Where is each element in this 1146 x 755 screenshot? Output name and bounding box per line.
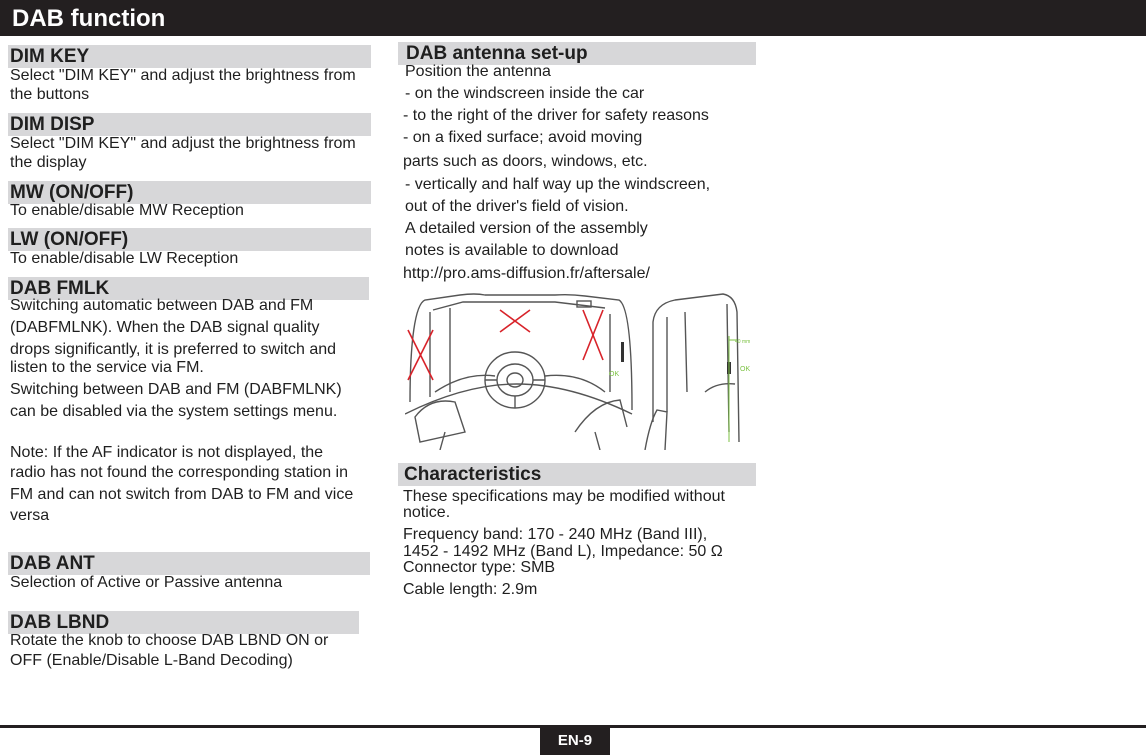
antenna-strip-left xyxy=(621,342,624,362)
fmlk-note-line-3: FM and can not switch from DAB to FM and vice xyxy=(10,486,354,503)
page-number: EN-9 xyxy=(540,727,610,755)
section-header-dim-disp: DIM DISP xyxy=(8,113,371,136)
page-title: DAB function xyxy=(12,5,166,32)
characteristics-line-4: 1452 - 1492 MHz (Band L), Impedance: 50 Ω xyxy=(403,543,723,560)
antenna-line-2: - on the windscreen inside the car xyxy=(405,85,645,102)
characteristics-line-2: notice. xyxy=(403,504,451,521)
dab-ant-line-1: Selection of Active or Passive antenna xyxy=(10,574,283,591)
antenna-line-9: notes is available to download xyxy=(405,242,619,259)
characteristics-line-5: Connector type: SMB xyxy=(403,559,556,576)
antenna-line-4: - on a fixed surface; avoid moving xyxy=(403,129,643,146)
fmlk-line-3: drops significantly, it is preferred to switch and xyxy=(10,341,337,358)
antenna-line-5: parts such as doors, windows, etc. xyxy=(403,153,648,170)
antenna-line-6: - vertically and half way up the windscreen, xyxy=(405,176,711,193)
fmlk-line-6: can be disabled via the system settings menu. xyxy=(10,403,338,420)
antenna-line-7: out of the driver's field of vision. xyxy=(405,198,629,215)
page-header-bar xyxy=(0,0,1146,36)
fmlk-note-line-2: radio has not found the corresponding station in xyxy=(10,464,349,481)
fmlk-line-1: Switching automatic between DAB and FM xyxy=(10,297,314,314)
distance-label: 40 mm xyxy=(735,339,751,345)
fmlk-line-5: Switching between DAB and FM (DABFMLNK) xyxy=(10,381,342,398)
characteristics-line-3: Frequency band: 170 - 240 MHz (Band III), xyxy=(403,526,708,543)
fmlk-line-4: listen to the service via FM. xyxy=(10,359,204,376)
ok-label-left: OK xyxy=(609,371,620,378)
mw-line-1: To enable/disable MW Reception xyxy=(10,202,244,219)
section-header-dim-key: DIM KEY xyxy=(8,45,371,68)
dim-key-line-1: Select "DIM KEY" and adjust the brightness from xyxy=(10,67,356,84)
section-header-antenna-setup: DAB antenna set-up xyxy=(398,42,756,65)
characteristics-line-6: Cable length: 2.9m xyxy=(403,581,538,598)
dab-lbnd-line-1: Rotate the knob to choose DAB LBND ON or xyxy=(10,632,329,649)
dim-disp-line-1: Select "DIM KEY" and adjust the brightness from xyxy=(10,135,356,152)
section-header-dab-ant: DAB ANT xyxy=(8,552,370,575)
fmlk-note-line-4: versa xyxy=(10,507,50,524)
antenna-line-3: - to the right of the driver for safety reasons xyxy=(403,107,709,124)
dim-key-line-2: the buttons xyxy=(10,86,90,103)
wrong-position-crosses xyxy=(408,310,603,380)
antenna-line-8: A detailed version of the assembly xyxy=(405,220,648,237)
antenna-line-1: Position the antenna xyxy=(405,63,551,80)
dab-lbnd-line-2: OFF (Enable/Disable L-Band Decoding) xyxy=(10,652,293,669)
section-header-dab-lbnd: DAB LBND xyxy=(8,611,359,634)
section-header-mw: MW (ON/OFF) xyxy=(8,181,371,204)
dim-disp-line-2: the display xyxy=(10,154,87,171)
characteristics-line-1: These specifications may be modified without xyxy=(403,488,725,505)
antenna-url: http://pro.ams-diffusion.fr/aftersale/ xyxy=(403,265,650,282)
section-header-lw: LW (ON/OFF) xyxy=(8,228,371,251)
section-header-dab-fmlk: DAB FMLK xyxy=(8,277,369,300)
ok-label-right: OK xyxy=(740,366,751,373)
antenna-placement-diagram xyxy=(405,292,757,450)
fmlk-line-2: (DABFMLNK). When the DAB signal quality xyxy=(10,319,320,336)
lw-line-1: To enable/disable LW Reception xyxy=(10,250,239,267)
fmlk-note-line-1: Note: If the AF indicator is not displayed, the xyxy=(10,444,324,461)
section-header-characteristics: Characteristics xyxy=(398,463,756,486)
